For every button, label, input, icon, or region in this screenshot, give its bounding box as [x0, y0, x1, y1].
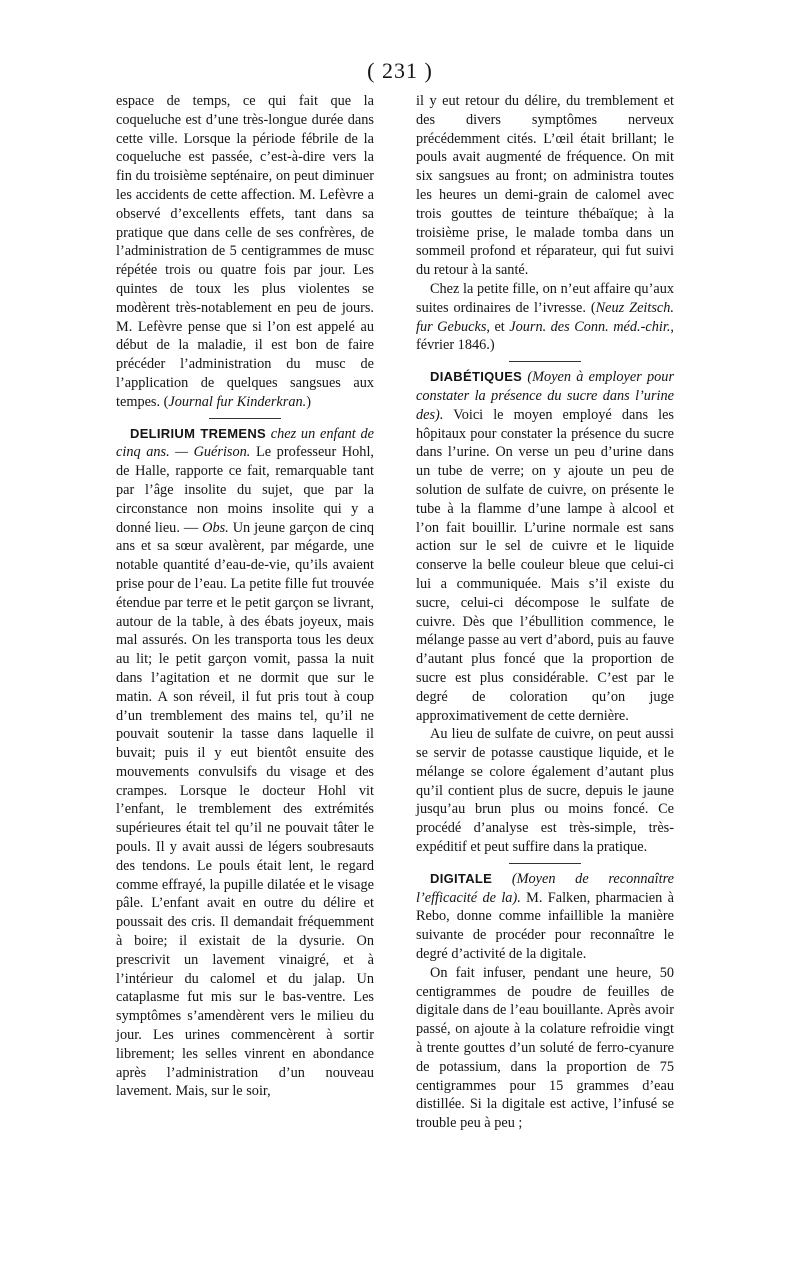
paragraph-potasse: Au lieu de sulfate de cuivre, on peut aussi se servir de potasse caustique liquide, et le mélange se colore également d’autant plus qu’il contient plus de sucre, depuis le jaune jusqu’au brun plus ou moins foncé. Ce procédé d’analyse est très-simple, très-expéditif et peut suffire dans la pratique.: [416, 726, 674, 856]
source-citation: Neuz Zeitsch. fur Gebucks: [416, 299, 674, 335]
section-heading: DELIRIUM TREMENS: [130, 425, 266, 441]
right-column: [416, 92, 674, 1133]
section-delirium-tremens: [116, 425, 374, 1102]
page-number: ( 231 ): [367, 58, 433, 83]
section-subheading: (Moyen de reconnaître l’efficacité de la).: [416, 870, 674, 906]
section-digitale: [416, 870, 674, 964]
section-divider: [509, 863, 581, 864]
source-citation: Journal fur Kinderkran.: [168, 393, 307, 410]
section-subheading: chez un enfant de cinq ans. — Guérison.: [116, 425, 374, 461]
section-text: Le professeur Hohl, de Halle, rapporte ce fait, remarquable tant par l’âge insolite du sujet, que par la circonstance non moins insolite qui y a donné lieu. —: [116, 444, 374, 536]
citation-date: , février 1846.): [416, 318, 674, 354]
section-heading: DIGITALE: [430, 870, 493, 886]
paragraph-text: espace de temps, ce qui fait que la coqueluche est d’une très-longue durée dans cette ville. Lorsque la période fébrile de la coqueluche est passée, c’est-à-dire vers la fin du troisième septénaire, on peut diminuer les accidents de cette affection. M. Lefèvre a observé d’excellents effets, tant dans sa pratique que dans celle de ses confrères, de l’administration de 5 centigrammes de musc répétée trois ou quatre fois par jour. Les quintes de toux les plus violentes se modèrent très-notablement en peu de jours. M. Lefèvre pense que si l’on est appelé au début de la maladie, il est bon de faire précéder l’administration du musc de l’application de quelques sangsues aux tempes. (: [116, 93, 374, 410]
paragraph-infusion: On fait infuser, pendant une heure, 50 centigrammes de poudre de feuilles de digitale dans de l’eau bouillante. Après avoir passé, on ajoute à la colature refroidie vingt à trente gouttes d’un soluté de ferro-cyanure de potassium, dans la proportion de 75 centigrammes pour 15 grammes d’eau distillée. Si la digitale est active, l’infusé se trouble peu à peu ;: [416, 964, 674, 1132]
paragraph-delirium-continued: il y eut retour du délire, du tremblement et des divers symptômes nerveux précédemment cités. L’œil était brillant; le pouls avait augmenté de fréquence. On mit six sangsues au front; on administra toutes les heures un demi-grain de calomel avec trois gouttes de teinture thébaïque; à la troisième prise, le malade tomba dans un sommeil profond et réparateur, qui fut suivi du retour à la santé.: [416, 93, 674, 279]
section-text: Voici le moyen employé dans les hôpitaux pour constater la présence du sucre dans l’urine. On verse un peu d’urine dans un tube de verre; on y ajoute un peu de solution de sulfate de cuivre, on présente le tube à la flamme d’une lampe à alcool et l’on fait bouillir. L’urine normale est sans action sur le sel de cuivre et le liquide conserve la belle couleur bleue que celui-ci lui a communiquée. Mais s’il existe du sucre, celui-ci décompose le sulfate de cuivre. Dès que l’ébullition commence, le mélange passe au vert d’abord, puis au fauve d’autant plus foncé que la proportion de sucre est plus considérable. C’est par le degré de coloration qu’on juge approximativement de cette dernière.: [416, 406, 674, 724]
section-text-continued: Un jeune garçon de cinq ans et sa sœur avalèrent, par mégarde, une notable quantité d’eau-de-vie, qu’ils avaient prise pour de l’eau. La petite fille fut trouvée étendue par terre et le petit garçon se livrant, autour de la table, à des ébats joyeux, mais mal assurés. On les transporta tous les deux au lit; le petit garçon vomit, passa la nuit dans l’agitation et ne dormit que sur le matin. A son réveil, il fut pris tout à coup d’un tremblement des mains tel, qu’il ne pouvait soutenir la tasse dans laquelle il buvait; puis il y eut bientôt ensuite des mouvements convulsifs du visage et des crampes. Lorsque le docteur Hohl vit l’enfant, le tremblement des extrémités supérieures était tel qu’il ne pouvait tâter le pouls. Il y avait aussi de légers soubresauts des tendons. Le pouls était lent, le regard comme effrayé, la pupille dilatée et le visage pâle. L’enfant avait en outre du délire et poussait des cris. Il demandait fréquemment à boire; il existait de la dysurie. On prescrivit un lavement vinaigré, et à l’intérieur du calomel et du jalap. Un cataplasme fut mis sur le bas-ventre. Les symptômes s’amendèrent vers le milieu du jour. Les urines commencèrent à sortir librement; les selles vinrent en abondance après l’administration d’un nouveau lavement. Mais, sur le soir,: [116, 519, 375, 1100]
source-citation-2: Journ. des Conn. méd.-chir.: [509, 318, 671, 335]
section-heading: DIABÉTIQUES: [430, 369, 523, 385]
section-divider: [509, 361, 581, 362]
observation-label: Obs.: [202, 519, 229, 536]
paragraph-text: Chez la petite fille, on n’eut affaire qu’aux suites ordinaires de l’ivresse. (: [416, 280, 674, 316]
left-column: [116, 92, 374, 1101]
citation-separator: , et: [486, 318, 505, 335]
paragraph-end: ): [306, 393, 311, 410]
paragraph-petite-fille: [416, 280, 674, 355]
section-subheading: (Moyen à employer pour constater la présence du sucre dans l’urine des).: [416, 369, 675, 423]
section-diabetiques: [416, 368, 674, 725]
paragraph-coqueluche: [116, 92, 374, 412]
section-text: M. Falken, pharmacien à Rebo, donne comme infaillible la manière suivante de procéder pour reconnaître le degré d’activité de la digitale.: [416, 889, 674, 963]
section-divider: [209, 418, 281, 419]
